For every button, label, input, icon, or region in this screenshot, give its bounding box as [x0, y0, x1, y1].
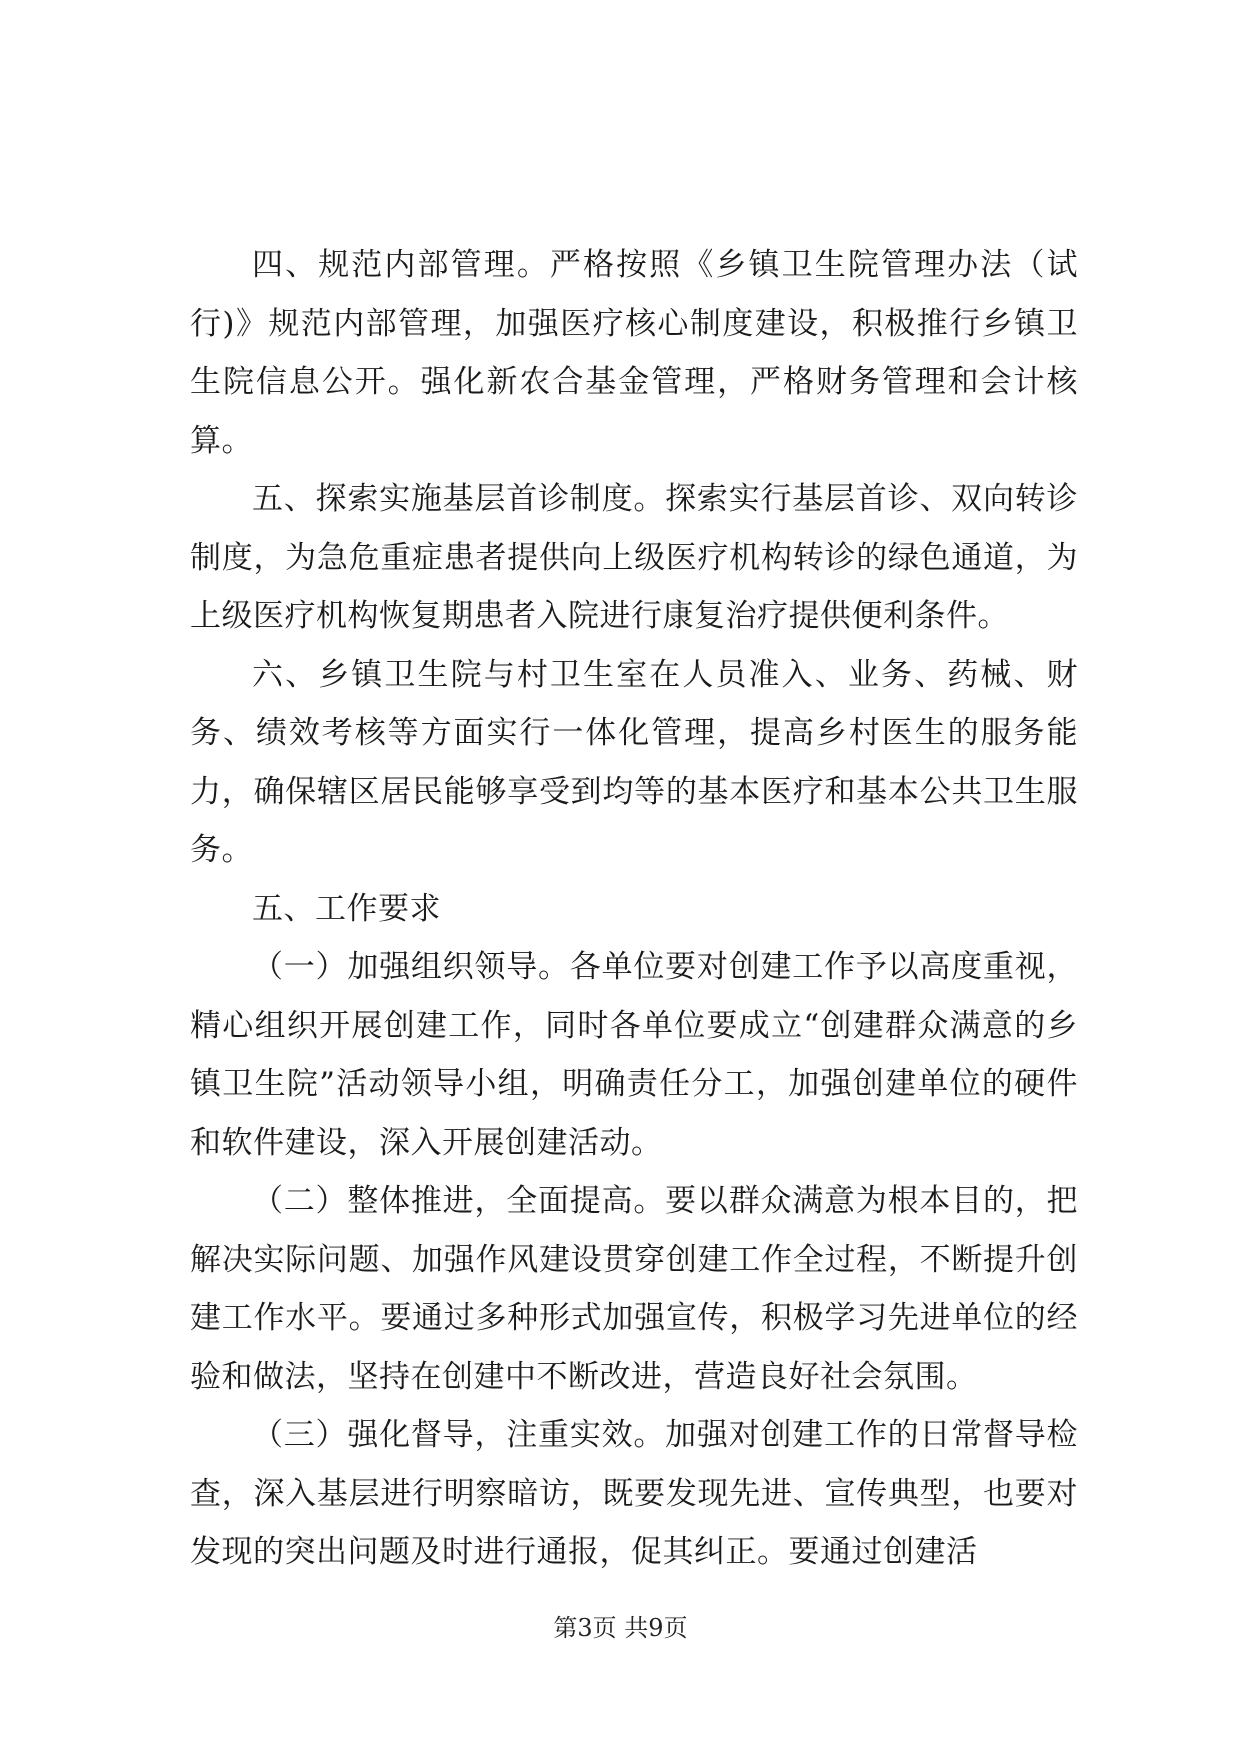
paragraph-first-diagnosis-system: 五、探索实施基层首诊制度。探索实行基层首诊、双向转诊制度，为急危重症患者提供向上级医疗机构转诊的绿色通道，为上级医疗机构恢复期患者入院进行康复治疗提供便利条件。	[190, 481, 1078, 634]
paragraph-integrated-management: 六、乡镇卫生院与村卫生室在人员准入、业务、药械、财务、绩效考核等方面实行一体化管理，提高乡村医生的服务能力，确保辖区居民能够享受到均等的基本医疗和基本公共卫生服务。	[190, 656, 1078, 868]
paragraph-standardize-management: 四、规范内部管理。严格按照《乡镇卫生院管理办法（试行)》规范内部管理，加强医疗核心制度建设，积极推行乡镇卫生院信息公开。强化新农合基金管理，严格财务管理和会计核算。	[190, 247, 1078, 459]
section-heading-work-requirements: 五、工作要求	[252, 890, 441, 927]
paragraph-organization-leadership: （一）加强组织领导。各单位要对创建工作予以高度重视，精心组织开展创建工作，同时各单位要成立“创建群众满意的乡镇卫生院”活动领导小组，明确责任分工，加强创建单位的硬件和软件建设，深入开展创建活动。	[190, 949, 1078, 1161]
document-body	[190, 236, 1078, 1582]
paragraph-overall-advancement: （二）整体推进，全面提高。要以群众满意为根本目的，把解决实际问题、加强作风建设贯穿创建工作全过程，不断提升创建工作水平。要通过多种形式加强宣传，积极学习先进单位的经验和做法，坚持在创建中不断改进，营造良好社会氛围。	[190, 1183, 1078, 1395]
paragraph-supervision: （三）强化督导，注重实效。加强对创建工作的日常督导检查，深入基层进行明察暗访，既要发现先进、宣传典型，也要对发现的突出问题及时进行通报，促其纠正。要通过创建活	[190, 1417, 1078, 1570]
page-number-footer: 第3页 共9页	[553, 1614, 688, 1642]
